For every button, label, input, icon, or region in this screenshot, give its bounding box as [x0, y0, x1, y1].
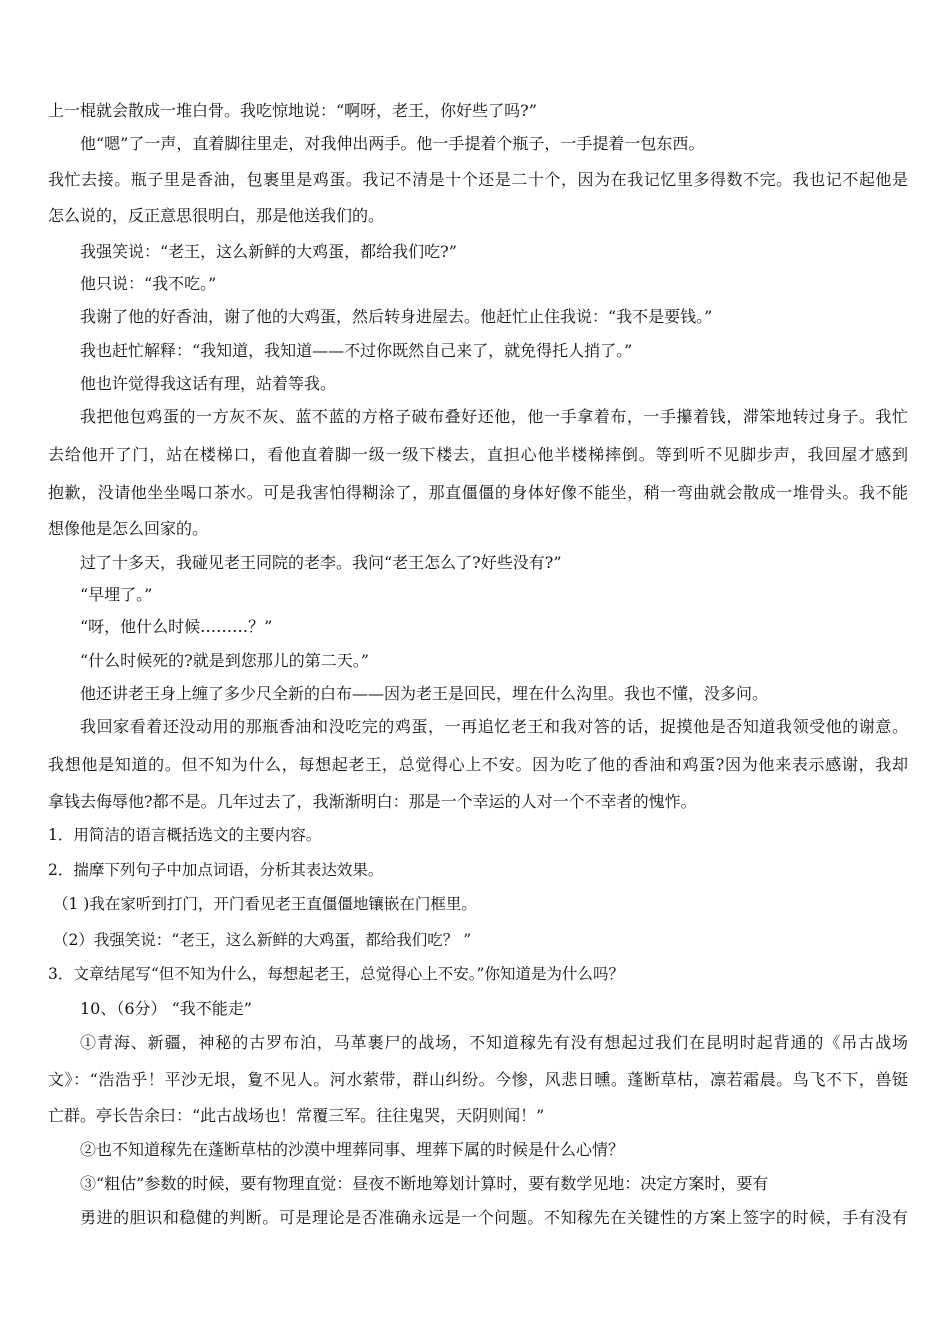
passage-line: 我忙去接。瓶子里是香油，包裹里是鸡蛋。我记不清是十个还是二十个，因为在我记忆里多得数不完。我也记不起他是 — [48, 170, 908, 189]
passage-line: 怎么说的，反正意思很明白，那是他送我们的。 — [48, 206, 385, 225]
passage-line: 拿钱去侮辱他?都不是。几年过去了，我渐渐明白：那是一个幸运的人对一个不幸者的愧怍。 — [48, 792, 697, 811]
passage-line: 想像他是怎么回家的。 — [48, 519, 209, 538]
passage-line: 过了十多天，我碰见老王同院的老李。我问“老王怎么了?好些没有?” — [80, 553, 562, 572]
passage-line: 我把他包鸡蛋的一方灰不灰、蓝不蓝的方格子破布叠好还他，他一手拿着布，一手攥着钱，滞笨地转过身子。我忙 — [80, 407, 908, 426]
section-10-line: 亡群。亭长告余曰：“此古战场也！常覆三军。往往鬼哭，天阴则闻！” — [48, 1106, 545, 1125]
passage-line: “呀，他什么时候………？” — [80, 617, 273, 636]
passage-line: 我强笑说：“老王，这么新鲜的大鸡蛋，都给我们吃?” — [80, 242, 457, 261]
passage-line: 他也许觉得我这话有理，站着等我。 — [80, 374, 337, 393]
passage-line: 我想他是知道的。但不知为什么，每想起老王，总觉得心上不安。因为吃了他的香油和鸡蛋?因为他来表示感谢，我却 — [48, 755, 908, 774]
section-10-line: ②也不知道稼先在蓬断草枯的沙漠中埋葬同事、埋葬下属的时候是什么心情？ — [80, 1140, 625, 1159]
passage-line: “早埋了。” — [80, 585, 153, 604]
section-10-line: 文》：“浩浩乎！平沙无垠，夐不见人。河水萦带，群山纠纷。今惨，风悲日曛。蓬断草枯，凛若霜晨。鸟飞不下，兽铤 — [48, 1070, 908, 1089]
passage-line: 他只说：“我不吃。” — [80, 274, 217, 293]
passage-line: 我也赶忙解释：“我知道，我知道——不过你既然自己来了，就免得托人捎了。” — [80, 341, 633, 360]
passage-line: 我谢了他的好香油，谢了他的大鸡蛋，然后转身进屋去。他赶忙止住我说：“我不是要钱。” — [80, 307, 713, 326]
passage-line: 他还讲老王身上缠了多少尺全新的白布——因为老王是回民，埋在什么沟里。我也不懂，没多问。 — [80, 684, 769, 703]
passage-line: 去给他开了门，站在楼梯口，看他直着脚一级一级下楼去，直担心他半楼梯摔倒。等到听不见脚步声，我回屋才感到 — [48, 445, 908, 464]
section-10-header: 10、（6分） “我不能走” — [80, 999, 252, 1018]
question-2-2: （2）我强笑说：“老王，这么新鲜的大鸡蛋，都给我们吃？ ” — [53, 931, 472, 949]
passage-line: 他“嗯”了一声，直着脚往里走，对我伸出两手。他一手提着个瓶子，一手提着一包东西。 — [80, 134, 705, 153]
section-10-line: ③“粗估”参数的时候，要有物理直觉：昼夜不断地筹划计算时，要有数学见地：决定方案时，要有 — [80, 1174, 769, 1193]
passage-line: 抱歉，没请他坐坐喝口茶水。可是我害怕得糊涂了，那直僵僵的身体好像不能坐，稍一弯曲就会散成一堆骨头。我不能 — [48, 483, 908, 502]
question-2-1: （1 )我在家听到打门，开门看见老王直僵僵地镶嵌在门框里。 — [53, 895, 477, 913]
section-10-line: ①青海、新疆，神秘的古罗布泊，马革裹尸的战场，不知道稼先有没有想起过我们在昆明时起背通的《吊古战场 — [80, 1033, 908, 1052]
question-1: 1．用简洁的语言概括选文的主要内容。 — [48, 826, 322, 844]
question-2: 2．揣摩下列句子中加点词语，分析其表达效果。 — [48, 861, 384, 879]
passage-line: 我回家看着还没动用的那瓶香油和没吃完的鸡蛋，一再追忆老王和我对答的话，捉摸他是否知道我领受他的谢意。 — [80, 717, 908, 736]
passage-line: “什么时候死的?就是到您那儿的第二天。” — [80, 651, 369, 670]
passage-line: 上一棍就会散成一堆白骨。我吃惊地说：“啊呀，老王，你好些了吗?” — [48, 101, 537, 120]
section-10-line: 勇进的胆识和稳健的判断。可是理论是否准确永远是一个问题。不知稼先在关键性的方案上签字的时候，手有没有 — [80, 1208, 908, 1227]
question-3: 3．文章结尾写“但不知为什么，每想起老王，总觉得心上不安。”你知道是为什么吗？ — [48, 965, 624, 983]
